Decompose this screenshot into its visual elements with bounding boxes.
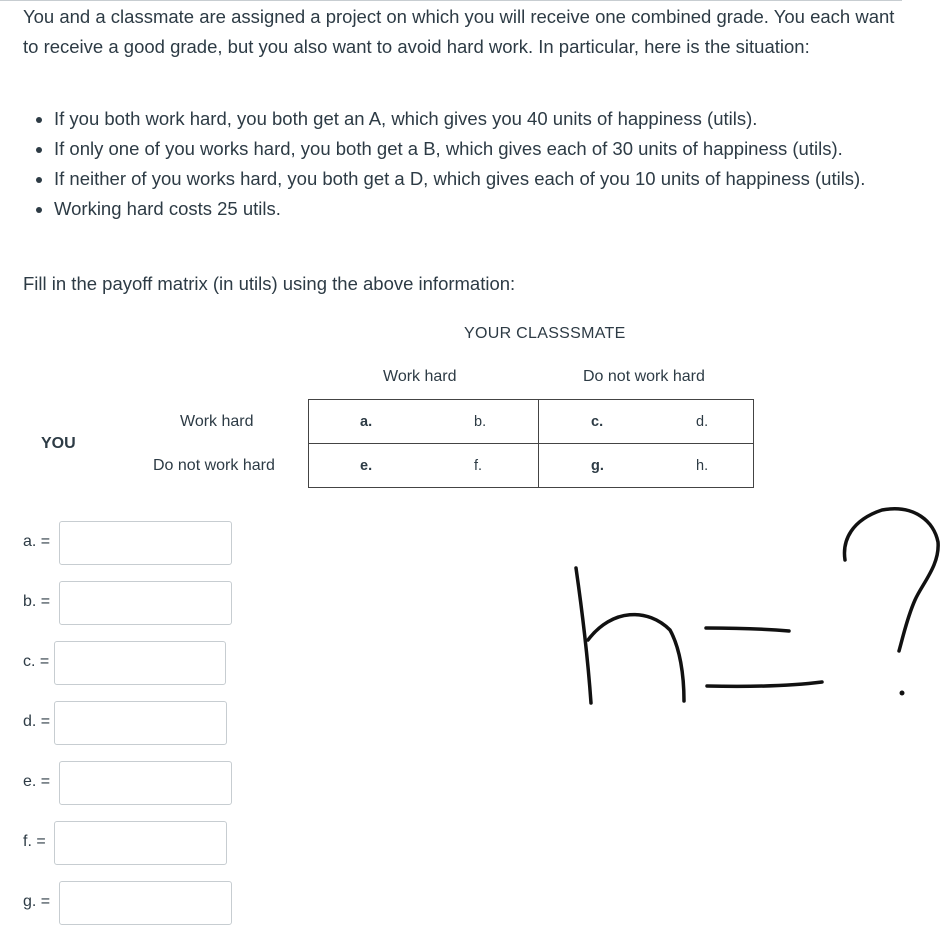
situation-item: • If you both work hard, you both get an A, which gives you 40 units of happiness (utils). xyxy=(54,104,934,134)
answer-label-d: d. = xyxy=(23,713,51,730)
situation-item: • If only one of you works hard, you both get a B, which gives each of 30 units of happiness (utils). xyxy=(54,134,934,164)
cell-e: e. xyxy=(309,444,475,488)
answer-input-b[interactable] xyxy=(59,581,232,625)
answer-input-c[interactable] xyxy=(54,641,226,685)
table-row xyxy=(309,444,754,488)
top-divider xyxy=(0,0,902,1)
cell-a: a. xyxy=(309,400,475,444)
cell-c: c. xyxy=(539,400,697,444)
row-header-not-work-hard: Do not work hard xyxy=(153,457,275,474)
answer-label-c: c. = xyxy=(23,653,50,670)
answer-label-g: g. = xyxy=(23,893,51,910)
answer-input-f[interactable] xyxy=(54,821,227,865)
instruction-text: Fill in the payoff matrix (in utils) using the above information: xyxy=(23,273,516,294)
answer-input-a[interactable] xyxy=(59,521,232,565)
problem-intro: You and a classmate are assigned a project on which you will receive one combined grade. You each want to receive a good grade, but you also want to avoid hard work. In particular, here is the situation: xyxy=(23,6,895,57)
payoff-matrix xyxy=(308,399,754,488)
answer-label-b: b. = xyxy=(23,593,51,610)
answer-input-g[interactable] xyxy=(59,881,232,925)
cell-h: h. xyxy=(696,444,754,488)
cell-f: f. xyxy=(474,444,539,488)
handwritten-h-equals-question xyxy=(560,500,944,720)
table-row xyxy=(309,400,754,444)
column-header-not-work-hard: Do not work hard xyxy=(583,368,705,385)
cell-d: d. xyxy=(696,400,754,444)
situation-item: • If neither of you works hard, you both get a D, which gives each of you 10 units of happiness (utils). xyxy=(54,164,934,194)
situation-list xyxy=(26,104,934,224)
answer-input-d[interactable] xyxy=(54,701,227,745)
answer-input-e[interactable] xyxy=(59,761,232,805)
row-header-work-hard: Work hard xyxy=(180,413,254,430)
row-player-label: YOU xyxy=(41,435,76,452)
cell-g: g. xyxy=(539,444,697,488)
cell-b: b. xyxy=(474,400,539,444)
answer-label-e: e. = xyxy=(23,773,51,790)
answer-label-f: f. = xyxy=(23,833,46,850)
column-header-work-hard: Work hard xyxy=(383,368,457,385)
column-player-label: YOUR CLASSSMATE xyxy=(464,325,626,342)
answer-label-a: a. = xyxy=(23,533,51,550)
situation-item: • Working hard costs 25 utils. xyxy=(54,194,934,224)
